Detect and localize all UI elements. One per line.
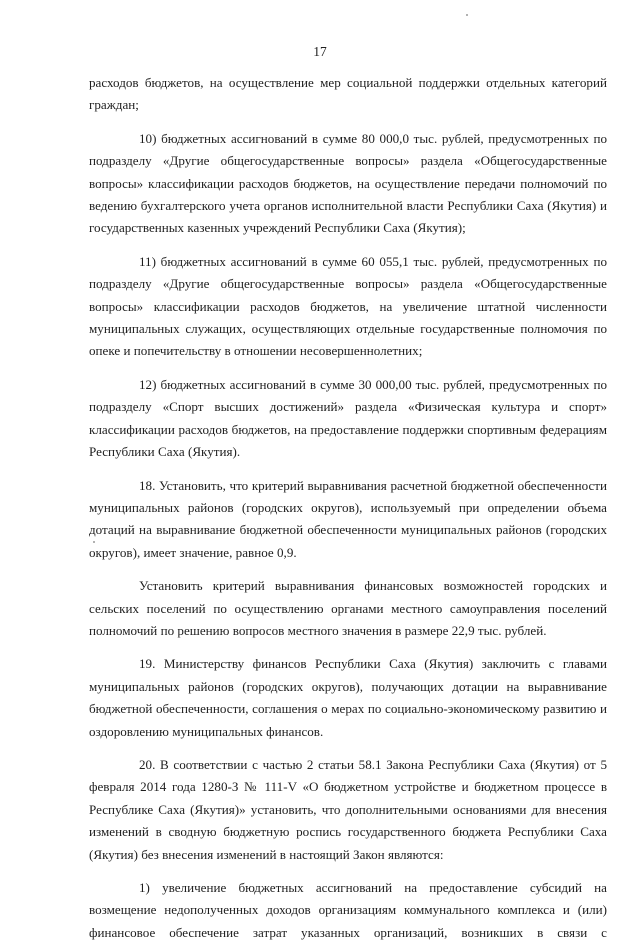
scan-speck: [466, 14, 468, 16]
scan-speck: [93, 541, 95, 543]
paragraph-clause-20: 20. В соответствии с частью 2 статьи 58.1 Закона Республики Саха (Якутия) от 5 февраля 2014 года 1280-З № 111-V «О бюджетном устройстве и бюджетном процессе в Республике Саха (Якутия)» установить, что дополнительными основаниями для внесения изменений в сводную бюджетную роспись государственного бюджета Республики Саха (Якутия) без внесения изменений в настоящий Закон являются:: [89, 756, 607, 862]
paragraph-clause-20-item-1: 1) увеличение бюджетных ассигнований на предоставление субсидий на возмещение недополученных доходов организациям коммунального комплекса и (или) финансовое обеспечение затрат указанных организаций, возникших в связи с: [89, 880, 607, 940]
paragraph-continuation: расходов бюджетов, на осуществление мер социальной поддержки отдельных категорий граждан;: [89, 75, 607, 113]
paragraph-clause-18-criterion: Установить критерий выравнивания финансовых возможностей городских и сельских поселений по осуществлению органами местного самоуправления поселений полномочий по решению вопросов местного значения в размере 22,9 тыс. рублей.: [89, 578, 607, 638]
page-number: 17: [313, 44, 327, 59]
paragraph-clause-18: 18. Установить, что критерий выравнивания расчетной бюджетной обеспеченности муниципальных районов (городских округов), используемый при определении объема дотаций на выравнивание бюджетной обеспеченности муниципальных районов (городских округов), имеет значение, равное 0,9.: [89, 477, 607, 560]
paragraph-clause-19: 19. Министерству финансов Республики Саха (Якутия) заключить с главами муниципальных районов (городских округов), получающих дотации на выравнивание бюджетной обеспеченности, соглашения о мерах по социально-экономическому развитию и оздоровлению муниципальных финансов.: [89, 656, 607, 739]
document-body: [89, 72, 607, 944]
paragraph-item-10: 10) бюджетных ассигнований в сумме 80 000,0 тыс. рублей, предусмотренных по подразделу «Другие общегосударственные вопросы» раздела «Общегосударственные вопросы» классификации расходов бюджетов, на осуществление передачи полномочий по ведению бухгалтерского учета органов исполнительной власти Республики Саха (Якутия) и государственных казенных учреждений Республики Саха (Якутия);: [89, 130, 607, 236]
paragraph-item-11: 11) бюджетных ассигнований в сумме 60 055,1 тыс. рублей, предусмотренных по подразделу «Другие общегосударственные вопросы» раздела «Общегосударственные вопросы» классификации расходов бюджетов, на увеличение штатной численности муниципальных служащих, осуществляющих отдельные государственные полномочия по опеке и попечительству в отношении несовершеннолетних;: [89, 253, 607, 359]
paragraph-item-12: 12) бюджетных ассигнований в сумме 30 000,00 тыс. рублей, предусмотренных по подразделу «Спорт высших достижений» раздела «Физическая культура и спорт» классификации расходов бюджетов, на предоставление поддержки спортивным федерациям Республики Саха (Якутия).: [89, 376, 607, 460]
